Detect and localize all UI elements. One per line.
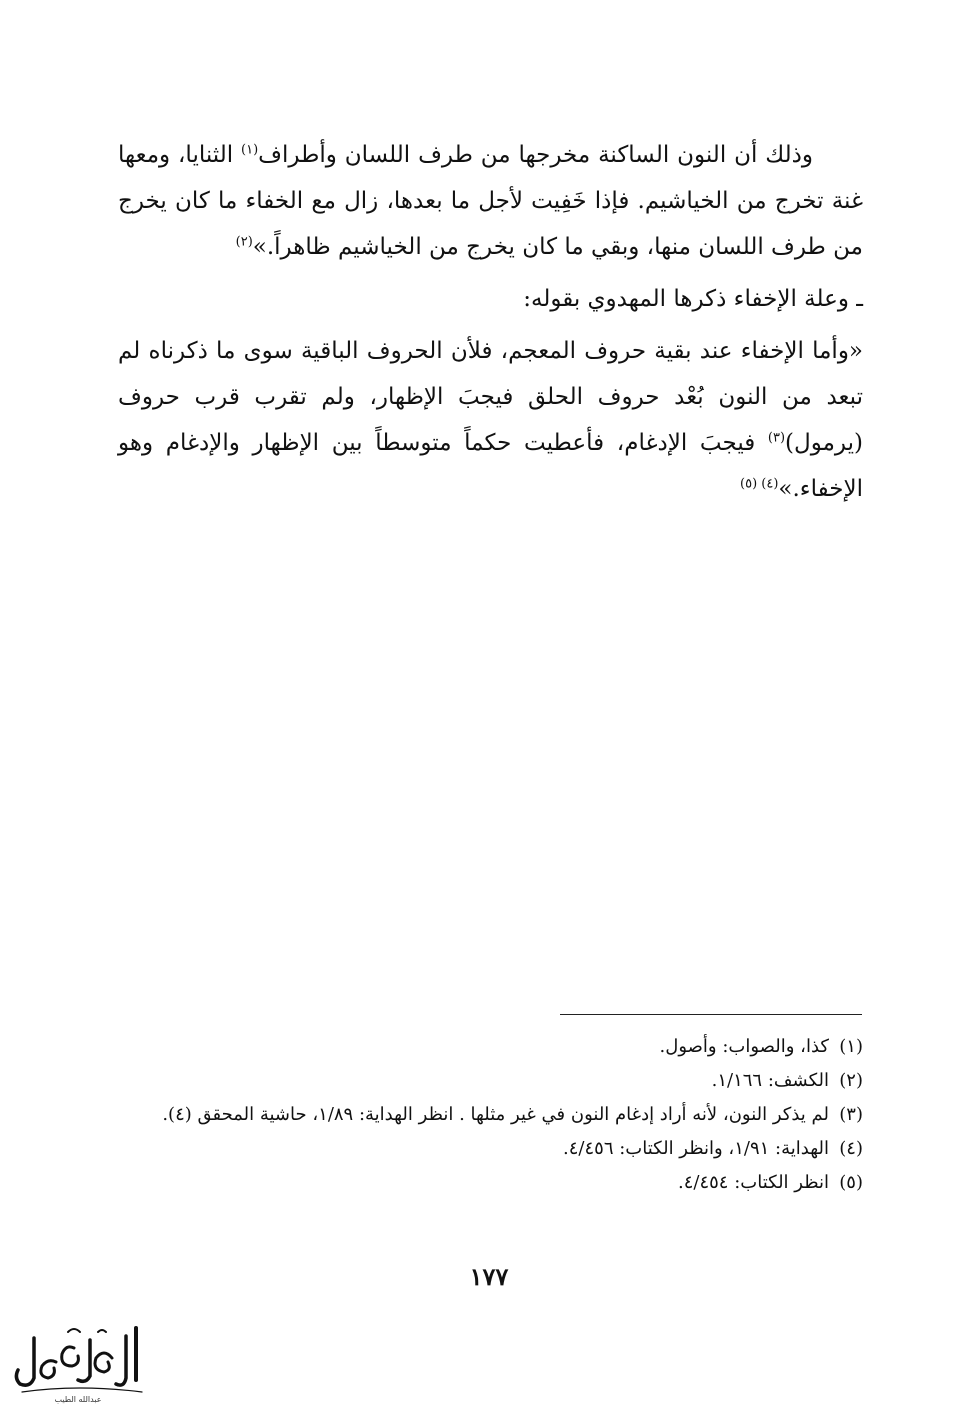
footnote-text: الكشف: ١/١٦٦. [711,1070,829,1091]
footnote-number: (٢) [839,1070,863,1091]
footnote-text: انظر الكتاب: ٤/٤٥٤. [678,1172,829,1193]
paragraph-1-text: وذلك أن النون الساكنة مخرجها من طرف اللسان وأطراف [258,142,813,168]
footnote-2 [118,1064,863,1098]
footnote-number: (٥) [839,1172,863,1193]
svg-text:عبدالله الطيب: عبدالله الطيب [54,1395,102,1404]
footnote-ref-4-5[interactable]: (٤) (٥) [740,476,779,492]
paragraph-3-text: «وأما الإخفاء عند بقية حروف المعجم، فلأن الحروف الباقية سوى ما ذكرناه لم تبعد من النون بُعْد حروف الحلق فيجبَ الإظهار، ولم تقرب قرب حروف (يرمول) [118,338,863,456]
paragraph-3 [118,328,863,512]
paragraph-1 [118,132,863,270]
footnote-3 [118,1098,863,1132]
footnote-number: (١) [839,1036,863,1057]
footnote-text: كذا، والصواب: وأصول. [659,1036,829,1057]
paragraph-3-continued: فيجبَ الإدغام، فأعطيت حكماً متوسطاً بين الإظهار والإدغام وهو الإخفاء.» [118,430,863,502]
paragraph-2-text: ـ وعلة الإخفاء ذكرها المهدوي بقوله: [523,286,863,312]
footnote-number: (٤) [839,1138,863,1159]
footnote-1 [118,1030,863,1064]
footnote-ref-3[interactable]: (٣) [767,430,786,446]
footnote-separator [560,1014,862,1015]
main-text [118,132,863,512]
calligraphy-stamp-logo [8,1318,148,1406]
footnote-text: الهداية: ١/٩١، وانظر الكتاب: ٤/٤٥٦. [563,1138,829,1159]
footnotes [118,1030,863,1200]
page-number: ١٧٧ [469,1262,509,1291]
footnote-ref-1[interactable]: (١) [241,142,259,158]
paragraph-2 [118,276,863,322]
footnote-4 [118,1132,863,1166]
footnote-5 [118,1166,863,1200]
footnote-text: لم يذكر النون، لأنه أراد إدغام النون في غير مثلها . انظر الهداية: ١/٨٩، حاشية المحقق (٤). [162,1104,829,1125]
footnote-number: (٣) [839,1104,863,1125]
footnote-ref-2[interactable]: (٢) [235,234,253,250]
paragraph-1-continued: الثنايا، ومعها غنة تخرج من الخياشيم. فإذا خَفِيت لأجل ما بعدها، زال مع الخفاء ما كان يخرج من طرف اللسان منها، وبقي ما كان يخرج من الخياشيم ظاهراً.» [118,142,863,260]
